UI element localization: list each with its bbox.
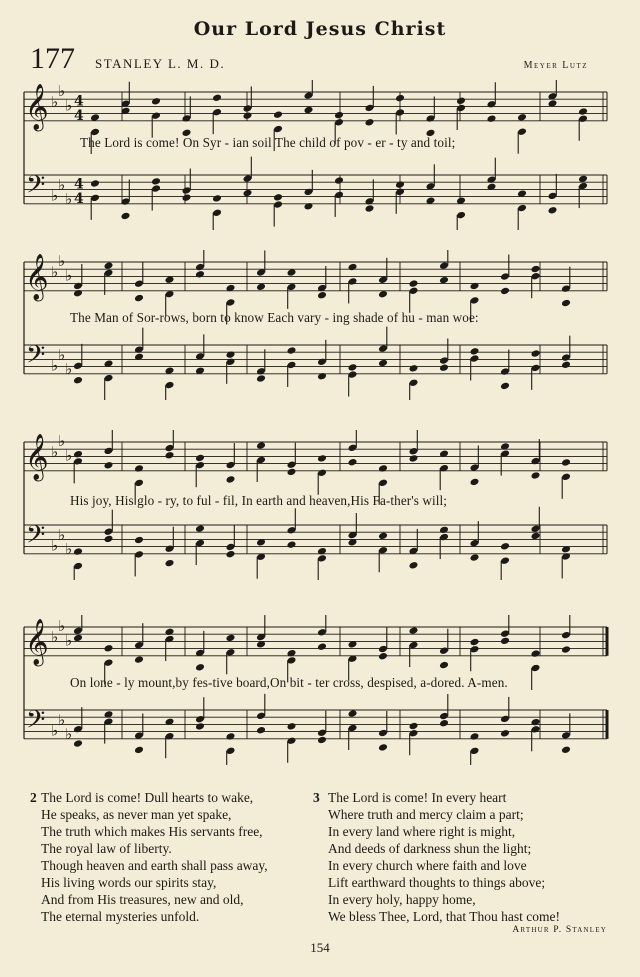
treble-clef-icon: 𝄞 <box>25 254 49 301</box>
note-head <box>226 634 236 643</box>
verse-line: His living words our spirits stay, <box>41 875 217 890</box>
note-head <box>226 550 236 559</box>
note-head <box>104 461 114 470</box>
verse-line: The royal law of liberty. <box>41 841 172 856</box>
note-head <box>73 450 83 459</box>
note-head <box>134 746 144 755</box>
note-head <box>317 642 327 651</box>
bass-clef-icon: 𝄢 <box>26 340 46 376</box>
bass-clef-icon: 𝄢 <box>26 705 46 741</box>
note-head <box>104 535 114 544</box>
note-head <box>151 97 161 106</box>
note-head <box>348 363 358 372</box>
treble-clef-icon: 𝄞 <box>25 84 49 131</box>
note-head <box>531 471 541 480</box>
note-head <box>273 110 283 119</box>
note-head <box>104 261 114 270</box>
verse-line: In every land where right is might, <box>328 824 516 839</box>
verse-line: The eternal mysteries unfold. <box>41 909 200 924</box>
key-flat-icon: ♭ <box>65 190 73 209</box>
note-head <box>73 376 83 385</box>
verse-line: The Lord is come! Dull hearts to wake, <box>41 790 254 805</box>
key-flat-icon: ♭ <box>51 262 59 281</box>
note-head <box>212 194 222 203</box>
lyric-line: On lone - ly mount,by fes-tive board,On bit - ter cross, despised, a-dored. A-men. <box>70 675 508 690</box>
note-head <box>195 270 205 279</box>
verse-number: 3 <box>313 790 320 805</box>
note-head <box>531 265 541 274</box>
key-flat-icon: ♭ <box>65 96 73 115</box>
key-flat-icon: ♭ <box>58 345 66 364</box>
note-head <box>256 726 266 735</box>
note-head <box>73 547 83 556</box>
note-head <box>500 542 510 551</box>
key-flat-icon: ♭ <box>58 617 66 635</box>
note-head <box>561 746 571 755</box>
lyric-line: The Lord is come! On Syr - ian soil The child of pov - er - ty and toil; <box>80 135 456 150</box>
key-flat-icon: ♭ <box>51 536 59 555</box>
note-head <box>578 107 588 116</box>
note-head <box>256 441 266 450</box>
note-head <box>500 287 510 296</box>
music-system <box>0 615 640 765</box>
verse-line: The truth which makes His servants free, <box>41 824 263 839</box>
music-system <box>0 430 640 580</box>
treble-clef-icon: 𝄞 <box>25 434 49 481</box>
time-signature: 4 <box>74 108 84 125</box>
note-head <box>500 382 510 391</box>
note-head <box>439 276 449 285</box>
key-flat-icon: ♭ <box>65 540 73 559</box>
note-head <box>365 118 375 127</box>
note-head <box>500 637 510 646</box>
note-head <box>409 722 419 731</box>
key-flat-icon: ♭ <box>65 266 73 285</box>
music-system <box>0 250 640 400</box>
note-head <box>548 206 558 215</box>
note-head <box>73 289 83 298</box>
verse-line: We bless Thee, Lord, that Thou hast come! <box>328 909 560 924</box>
composer-credit: Meyer Lutz <box>523 60 588 71</box>
note-head <box>439 661 449 670</box>
hymn-title: Our Lord Jesus Christ <box>193 18 447 40</box>
note-head <box>121 212 131 221</box>
note-head <box>182 193 192 202</box>
note-head <box>90 179 100 188</box>
time-signature: 4 <box>74 93 84 110</box>
note-head <box>334 111 344 120</box>
verse-line: In every holy, happy home, <box>328 892 476 907</box>
page-number: 154 <box>310 940 330 955</box>
tune-name-meter: STANLEY L. M. D. <box>95 56 226 71</box>
bass-clef-icon: 𝄢 <box>26 170 46 206</box>
note-head <box>151 177 161 186</box>
note-head <box>561 361 571 370</box>
key-flat-icon: ♭ <box>58 82 66 100</box>
verse-line: In every church where faith and love <box>328 858 527 873</box>
note-head <box>470 478 480 487</box>
key-flat-icon: ♭ <box>65 631 73 650</box>
note-head <box>409 364 419 373</box>
key-flat-icon: ♭ <box>58 710 66 729</box>
note-head <box>500 729 510 738</box>
note-head <box>134 655 144 664</box>
note-head <box>134 536 144 545</box>
note-head <box>304 106 314 115</box>
verse-line: And from His treasures, new and old, <box>41 892 244 907</box>
note-head <box>531 718 541 727</box>
note-head <box>165 559 175 568</box>
note-head <box>104 644 114 653</box>
note-head <box>439 363 449 372</box>
note-head <box>395 180 405 189</box>
note-head <box>195 454 205 463</box>
lyric-line: His joy, His glo - ry, to ful - fil, In earth and heaven,His Fa-ther's will; <box>70 493 448 508</box>
note-head <box>243 189 253 198</box>
note-head <box>470 282 480 291</box>
key-flat-icon: ♭ <box>58 175 66 194</box>
bass-clef-icon: 𝄢 <box>26 520 46 556</box>
key-flat-icon: ♭ <box>51 186 59 205</box>
note-head <box>456 97 466 106</box>
note-head <box>195 722 205 731</box>
note-head <box>226 350 236 359</box>
treble-clef-icon: 𝄞 <box>25 619 49 666</box>
verse-line: Lift earthward thoughts to things above; <box>328 875 546 890</box>
note-head <box>487 114 497 123</box>
note-head <box>287 346 297 355</box>
hymn-number: 177 <box>30 42 75 75</box>
note-head <box>561 645 571 654</box>
note-head <box>348 263 358 272</box>
key-flat-icon: ♭ <box>51 92 59 111</box>
author-credit: Arthur P. Stanley <box>512 925 607 935</box>
key-flat-icon: ♭ <box>65 446 73 465</box>
note-head <box>134 464 144 473</box>
music-system <box>0 80 640 230</box>
note-head <box>378 652 388 661</box>
note-head <box>470 638 480 647</box>
note-head <box>409 279 419 288</box>
note-head <box>304 202 314 211</box>
verse-line: And deeds of darkness shun the light; <box>328 841 532 856</box>
key-flat-icon: ♭ <box>58 525 66 544</box>
note-head <box>134 294 144 303</box>
score-svg <box>0 80 640 230</box>
time-signature: 4 <box>74 191 84 208</box>
note-head <box>409 626 419 635</box>
note-head <box>409 454 419 463</box>
note-head <box>317 291 327 300</box>
note-head <box>287 468 297 477</box>
note-head <box>365 204 375 213</box>
key-flat-icon: ♭ <box>51 356 59 375</box>
note-head <box>317 454 327 463</box>
note-head <box>439 719 449 728</box>
verse-number: 2 <box>30 790 37 805</box>
note-head <box>470 553 480 562</box>
note-head <box>73 739 83 748</box>
note-head <box>334 176 344 185</box>
note-head <box>378 464 388 473</box>
note-head <box>317 736 327 745</box>
note-head <box>470 347 480 356</box>
verse-line: Where truth and mercy claim a part; <box>328 807 524 822</box>
note-head <box>256 374 266 383</box>
note-head <box>243 111 253 120</box>
note-head <box>226 475 236 484</box>
note-head <box>561 458 571 467</box>
key-flat-icon: ♭ <box>65 360 73 379</box>
note-head <box>212 94 222 103</box>
time-signature: 4 <box>74 176 84 193</box>
note-head <box>226 732 236 741</box>
verse-line: The Lord is come! In every heart <box>328 790 507 805</box>
note-head <box>470 732 480 741</box>
key-flat-icon: ♭ <box>51 721 59 740</box>
key-flat-icon: ♭ <box>51 442 59 461</box>
note-head <box>531 349 541 358</box>
note-head <box>378 532 388 541</box>
note-head <box>517 113 527 122</box>
note-head <box>165 628 175 637</box>
note-head <box>531 649 541 658</box>
key-flat-icon: ♭ <box>58 252 66 270</box>
note-head <box>561 299 571 308</box>
verse-line: He speaks, as never man yet spake, <box>41 807 232 822</box>
note-head <box>378 359 388 368</box>
lyric-line: The Man of Sor-rows, born to know Each vary - ing shade of hu - man woe: <box>70 310 479 325</box>
note-head <box>287 722 297 731</box>
verse-line: Though heaven and earth shall pass away, <box>41 858 268 873</box>
note-head <box>378 743 388 752</box>
key-flat-icon: ♭ <box>65 725 73 744</box>
note-head <box>273 193 283 202</box>
note-head <box>395 94 405 103</box>
note-head <box>409 561 419 570</box>
note-head <box>195 524 205 533</box>
note-head <box>439 526 449 535</box>
note-head <box>348 458 358 467</box>
note-head <box>165 451 175 460</box>
note-head <box>287 540 297 549</box>
note-head <box>317 372 327 381</box>
key-flat-icon: ♭ <box>51 627 59 646</box>
note-head <box>195 663 205 672</box>
note-head <box>348 709 358 718</box>
key-flat-icon: ♭ <box>58 432 66 450</box>
